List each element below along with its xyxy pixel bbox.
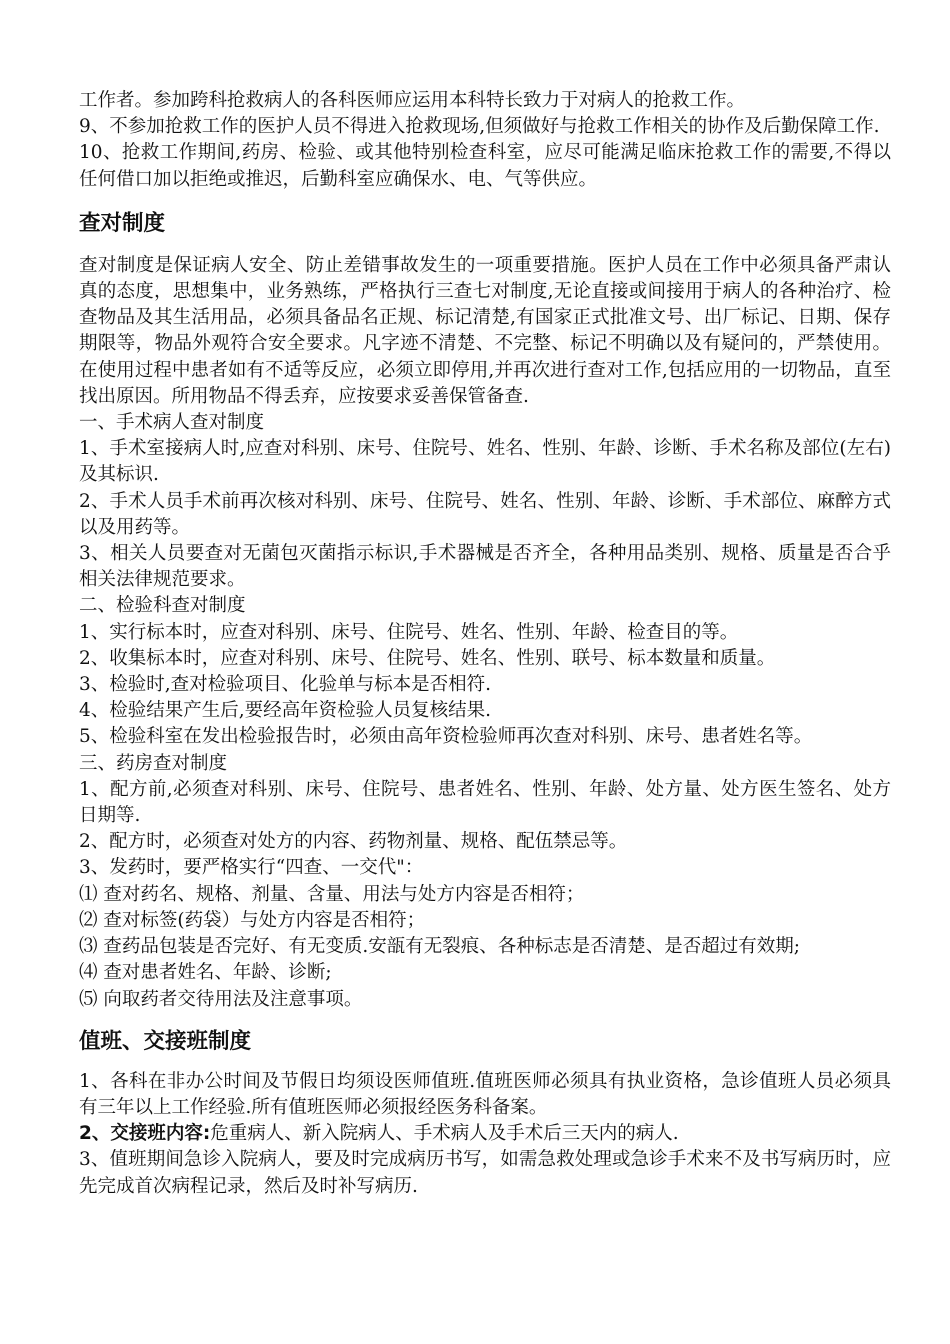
- list-item: 1、手术室接病人时,应查对科别、床号、住院号、姓名、性别、年龄、诊断、手术名称及部位(左右)及其标识.: [79, 438, 891, 486]
- document-page: [79, 88, 891, 1200]
- list-item: 5、检验科室在发出检验报告时，必须由高年资检验师再次查对科别、床号、患者姓名等。: [79, 726, 813, 748]
- list-item: 2、收集标本时，应查对科别、床号、住院号、姓名、性别、联号、标本数量和质量。: [79, 647, 776, 669]
- item-text: 危重病人、新入院病人、手术病人及手术后三天内的病人.: [210, 1123, 679, 1145]
- list-item: 3、发药时，要严格实行“四查、一交代"：: [79, 857, 424, 879]
- list-item: 1、配方前,必须查对科别、床号、住院号、患者姓名、性别、年龄、处方量、处方医生签名、处方日期等.: [79, 778, 891, 827]
- paragraph: 9、不参加抢救工作的医护人员不得进入抢救现场,但须做好与抢救工作相关的协作及后勤保障工作.: [79, 116, 880, 138]
- subheading: 三、药房查对制度: [79, 752, 228, 774]
- section-heading-check: 查对制度: [79, 210, 166, 236]
- list-item: ⑶ 查药品包装是否完好、有无变质.安瓿有无裂痕、各种标志是否清楚、是否超过有效期;: [79, 936, 800, 958]
- list-item: 1、实行标本时，应查对科别、床号、住院号、姓名、性别、年龄、检查目的等。: [79, 621, 739, 643]
- section-intro: 查对制度是保证病人安全、防止差错事故发生的一项重要措施。医护人员在工作中必须具备严肃认真的态度，思想集中，业务熟练，严格执行三查七对制度,无论直接或间接用于病人的各种治疗、检查物品及其生活用品，必须具备品名正规、标记清楚,有国家正式批准文号、出厂标记、日期、保存期限等，物品外观符合安全要求。凡字迹不清楚、不完整、标记不明确以及有疑问的，严禁使用。在使用过程中患者如有不适等反应，必须立即停用,并再次进行查对工作,包括应用的一切物品，直至找出原因。所用物品不得丢弃，应按要求妥善保管备查.: [79, 254, 891, 407]
- list-item: ⑸ 向取药者交待用法及注意事项。: [79, 988, 363, 1010]
- subheading: 二、检验科查对制度: [79, 595, 246, 617]
- list-item: 4、检验结果产生后,要经高年资检验人员复核结果.: [79, 700, 492, 722]
- list-item: 2、配方时，必须查对处方的内容、药物剂量、规格、配伍禁忌等。: [79, 831, 628, 853]
- list-item: ⑵ 查对标签(药袋）与处方内容是否相符；: [79, 909, 426, 931]
- section-heading-duty: 值班、交接班制度: [79, 1028, 252, 1054]
- list-item: 1、各科在非办公时间及节假日均须设医师值班.值班医师必须具有执业资格，急诊值班人员必须具有三年以上工作经验.所有值班医师必须报经医务科备案。: [79, 1070, 891, 1118]
- paragraph: 工作者。参加跨科抢救病人的各科医师应运用本科特长致力于对病人的抢救工作。: [79, 90, 746, 111]
- list-item: 3、相关人员要查对无菌包灭菌指示标识,手术器械是否齐全，各种用品类别、规格、质量是否合乎相关法律规范要求。: [79, 543, 891, 591]
- list-item: ⑷ 查对患者姓名、年龄、诊断;: [79, 962, 332, 984]
- bold-label: 交接班内容:: [110, 1123, 211, 1145]
- list-item: [79, 1121, 891, 1147]
- list-item: 3、值班期间急诊入院病人，要及时完成病历书写，如需急救处理或急诊手术来不及书写病历时，应先完成首次病程记录，然后及时补写病历.: [79, 1149, 891, 1197]
- paragraph: 10、抢救工作期间,药房、检验、或其他特别检查科室，应尽可能满足临床抢救工作的需要,不得以任何借口加以拒绝或推迟，后勤科室应确保水、电、气等供应。: [79, 142, 891, 190]
- list-item: 3、检验时,查对检验项目、化验单与标本是否相符.: [79, 674, 492, 696]
- item-number: 2、: [79, 1123, 111, 1145]
- list-item: 2、手术人员手术前再次核对科别、床号、住院号、姓名、性别、年龄、诊断、手术部位、麻醉方式以及用药等。: [79, 490, 891, 538]
- subheading: 一、手术病人查对制度: [79, 412, 265, 434]
- list-item: ⑴ 查对药名、规格、剂量、含量、用法与处方内容是否相符；: [79, 883, 585, 905]
